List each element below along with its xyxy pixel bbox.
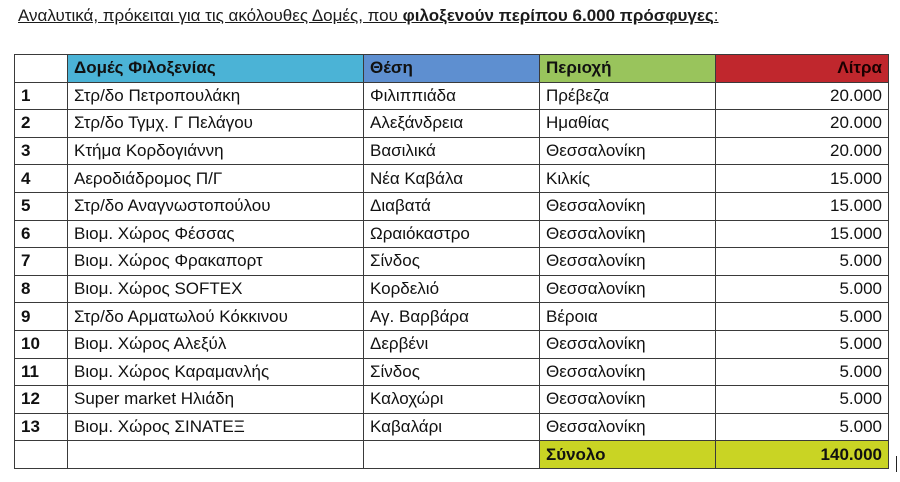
row-number: 11 <box>15 358 68 386</box>
cell-structure: Αεροδιάδρομος Π/Γ <box>68 165 364 193</box>
cell-structure: Βιομ. Χώρος Αλεξύλ <box>68 330 364 358</box>
cell-structure: Super market Ηλιάδη <box>68 386 364 414</box>
cell-location: Αγ. Βαρβάρα <box>364 303 540 331</box>
cell-liters: 15.000 <box>716 192 889 220</box>
row-number: 3 <box>15 137 68 165</box>
cell-location: Καβαλάρι <box>364 413 540 441</box>
cell-liters: 20.000 <box>716 82 889 110</box>
cell-location: Βασιλικά <box>364 137 540 165</box>
table-row <box>15 220 889 248</box>
row-number: 10 <box>15 330 68 358</box>
cell-area: Θεσσαλονίκη <box>540 358 716 386</box>
cell-area: Θεσσαλονίκη <box>540 137 716 165</box>
cell-location: Νέα Καβάλα <box>364 165 540 193</box>
header-location: Θέση <box>364 55 540 83</box>
row-number: 4 <box>15 165 68 193</box>
table-row <box>15 386 889 414</box>
cell-location: Φιλιππιάδα <box>364 82 540 110</box>
cell-location: Σίνδος <box>364 358 540 386</box>
shelters-table <box>14 54 889 469</box>
cell-structure: Βιομ. Χώρος Φρακαπορτ <box>68 248 364 276</box>
total-label: Σύνολο <box>540 441 716 469</box>
document-heading <box>18 6 888 26</box>
cell-liters: 5.000 <box>716 386 889 414</box>
cell-location: Αλεξάνδρεια <box>364 110 540 138</box>
cell-area: Ημαθίας <box>540 110 716 138</box>
cell-liters: 15.000 <box>716 220 889 248</box>
text-cursor <box>896 456 897 472</box>
cell-area: Θεσσαλονίκη <box>540 192 716 220</box>
cell-structure: Στρ/δο Αναγνωστοπούλου <box>68 192 364 220</box>
header-index <box>15 55 68 83</box>
row-number: 9 <box>15 303 68 331</box>
cell-liters: 5.000 <box>716 358 889 386</box>
cell-structure: Στρ/δο Τγμχ. Γ Πελάγου <box>68 110 364 138</box>
row-number: 1 <box>15 82 68 110</box>
cell-liters: 5.000 <box>716 330 889 358</box>
cell-area: Θεσσαλονίκη <box>540 220 716 248</box>
row-number: 7 <box>15 248 68 276</box>
table-row <box>15 275 889 303</box>
table-row <box>15 248 889 276</box>
table-row <box>15 303 889 331</box>
table-row <box>15 165 889 193</box>
cell-structure: Βιομ. Χώρος Καραμανλής <box>68 358 364 386</box>
heading-bold: φιλοξενούν περίπου 6.000 πρόσφυγες <box>402 6 714 25</box>
total-blank-location <box>364 441 540 469</box>
cell-liters: 20.000 <box>716 110 889 138</box>
cell-liters: 5.000 <box>716 248 889 276</box>
total-blank-structure <box>68 441 364 469</box>
cell-liters: 5.000 <box>716 275 889 303</box>
cell-liters: 15.000 <box>716 165 889 193</box>
cell-location: Κορδελιό <box>364 275 540 303</box>
table-header-row <box>15 55 889 83</box>
cell-structure: Στρ/δο Πετροπουλάκη <box>68 82 364 110</box>
cell-location: Ωραιόκαστρο <box>364 220 540 248</box>
row-number: 2 <box>15 110 68 138</box>
cell-area: Πρέβεζα <box>540 82 716 110</box>
row-number: 12 <box>15 386 68 414</box>
cell-structure: Βιομ. Χώρος SOFTEX <box>68 275 364 303</box>
cell-location: Δερβένι <box>364 330 540 358</box>
total-row <box>15 441 889 469</box>
table-row <box>15 137 889 165</box>
table-row <box>15 82 889 110</box>
table-row <box>15 192 889 220</box>
cell-area: Θεσσαλονίκη <box>540 275 716 303</box>
row-number: 5 <box>15 192 68 220</box>
row-number: 6 <box>15 220 68 248</box>
row-number: 13 <box>15 413 68 441</box>
row-number: 8 <box>15 275 68 303</box>
cell-area: Βέροια <box>540 303 716 331</box>
table-body <box>15 82 889 441</box>
cell-area: Κιλκίς <box>540 165 716 193</box>
header-structure: Δομές Φιλοξενίας <box>68 55 364 83</box>
cell-area: Θεσσαλονίκη <box>540 386 716 414</box>
total-liters: 140.000 <box>716 441 889 469</box>
cell-structure: Βιομ. Χώρος Φέσσας <box>68 220 364 248</box>
cell-liters: 5.000 <box>716 303 889 331</box>
cell-structure: Κτήμα Κορδογιάννη <box>68 137 364 165</box>
table-row <box>15 110 889 138</box>
heading-prefix: Αναλυτικά, πρόκειται για τις ακόλουθες Δομές, που <box>18 6 403 25</box>
total-blank-index <box>15 441 68 469</box>
cell-area: Θεσσαλονίκη <box>540 330 716 358</box>
heading-suffix: : <box>713 6 719 25</box>
cell-area: Θεσσαλονίκη <box>540 248 716 276</box>
cell-structure: Βιομ. Χώρος ΣΙΝΑΤΕΞ <box>68 413 364 441</box>
cell-location: Διαβατά <box>364 192 540 220</box>
cell-liters: 5.000 <box>716 413 889 441</box>
header-liters: Λίτρα <box>716 55 889 83</box>
cell-location: Σίνδος <box>364 248 540 276</box>
cell-liters: 20.000 <box>716 137 889 165</box>
table-row <box>15 358 889 386</box>
cell-structure: Στρ/δο Αρματωλού Κόκκινου <box>68 303 364 331</box>
table-row <box>15 413 889 441</box>
cell-area: Θεσσαλονίκη <box>540 413 716 441</box>
cell-location: Καλοχώρι <box>364 386 540 414</box>
table-row <box>15 330 889 358</box>
header-area: Περιοχή <box>540 55 716 83</box>
